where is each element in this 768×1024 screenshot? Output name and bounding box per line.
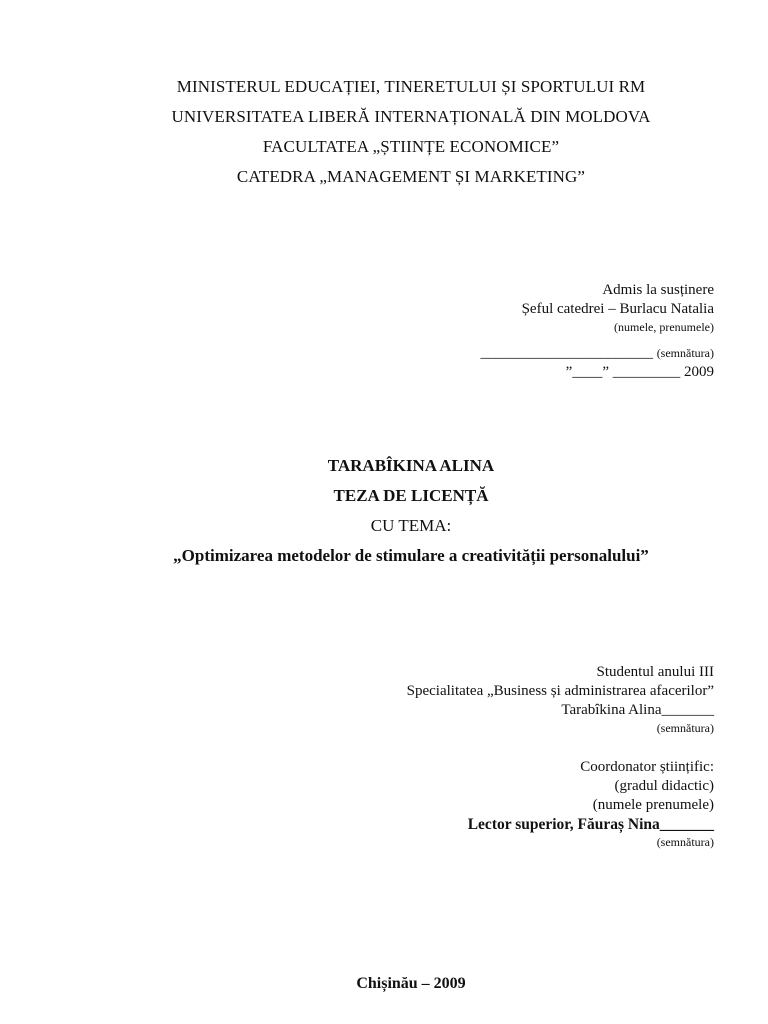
name-note: (numele, prenumele)	[614, 320, 714, 334]
coordinator-name: Lector superior, Făuraș Nina_______	[467, 816, 714, 833]
student-name: Tarabîkina Alina_______	[561, 702, 714, 718]
student-year: Studentul anului III	[596, 664, 714, 680]
signature-row	[480, 344, 714, 363]
author-name: TARABÎKINA ALINA	[327, 456, 495, 475]
coordinator-degree: (gradul didactic)	[614, 778, 714, 794]
coordinator-block	[468, 758, 714, 851]
thesis-type: TEZA DE LICENȚĂ	[333, 486, 489, 505]
coordinator-names-note: (numele prenumele)	[592, 797, 714, 813]
department-head: Șeful catedrei – Burlacu Natalia	[521, 301, 714, 317]
institution-header	[0, 72, 768, 192]
thesis-title-block	[0, 451, 768, 571]
faculty-line: FACULTATEA „ȘTIINȚE ECONOMICE”	[262, 137, 560, 156]
place-year: Chișinău – 2009	[356, 975, 466, 992]
topic-label: CU TEMA:	[370, 516, 452, 535]
signature-note: (semnătura)	[656, 346, 714, 360]
admission-block	[480, 281, 714, 382]
signature-line: _______________________	[480, 345, 653, 361]
university-line: UNIVERSITATEA LIBERĂ INTERNAȚIONALĂ DIN MOLDOVA	[171, 107, 651, 126]
student-signature-note: (semnătura)	[656, 721, 714, 735]
student-specialty: Specialitatea „Business și administrarea afacerilor”	[406, 683, 714, 699]
coordinator-signature-note: (semnătura)	[656, 835, 714, 849]
date-line: ”____” _________ 2009	[565, 364, 714, 380]
thesis-topic: „Optimizarea metodelor de stimulare a creativității personalului”	[173, 546, 649, 565]
ministry-line: MINISTERUL EDUCAȚIEI, TINERETULUI ȘI SPORTULUI RM	[176, 77, 646, 96]
coordinator-label: Coordonator științific:	[580, 759, 714, 775]
student-block	[407, 663, 714, 737]
admitted-label: Admis la susținere	[602, 282, 714, 298]
department-line: CATEDRA „MANAGEMENT ȘI MARKETING”	[236, 167, 586, 186]
